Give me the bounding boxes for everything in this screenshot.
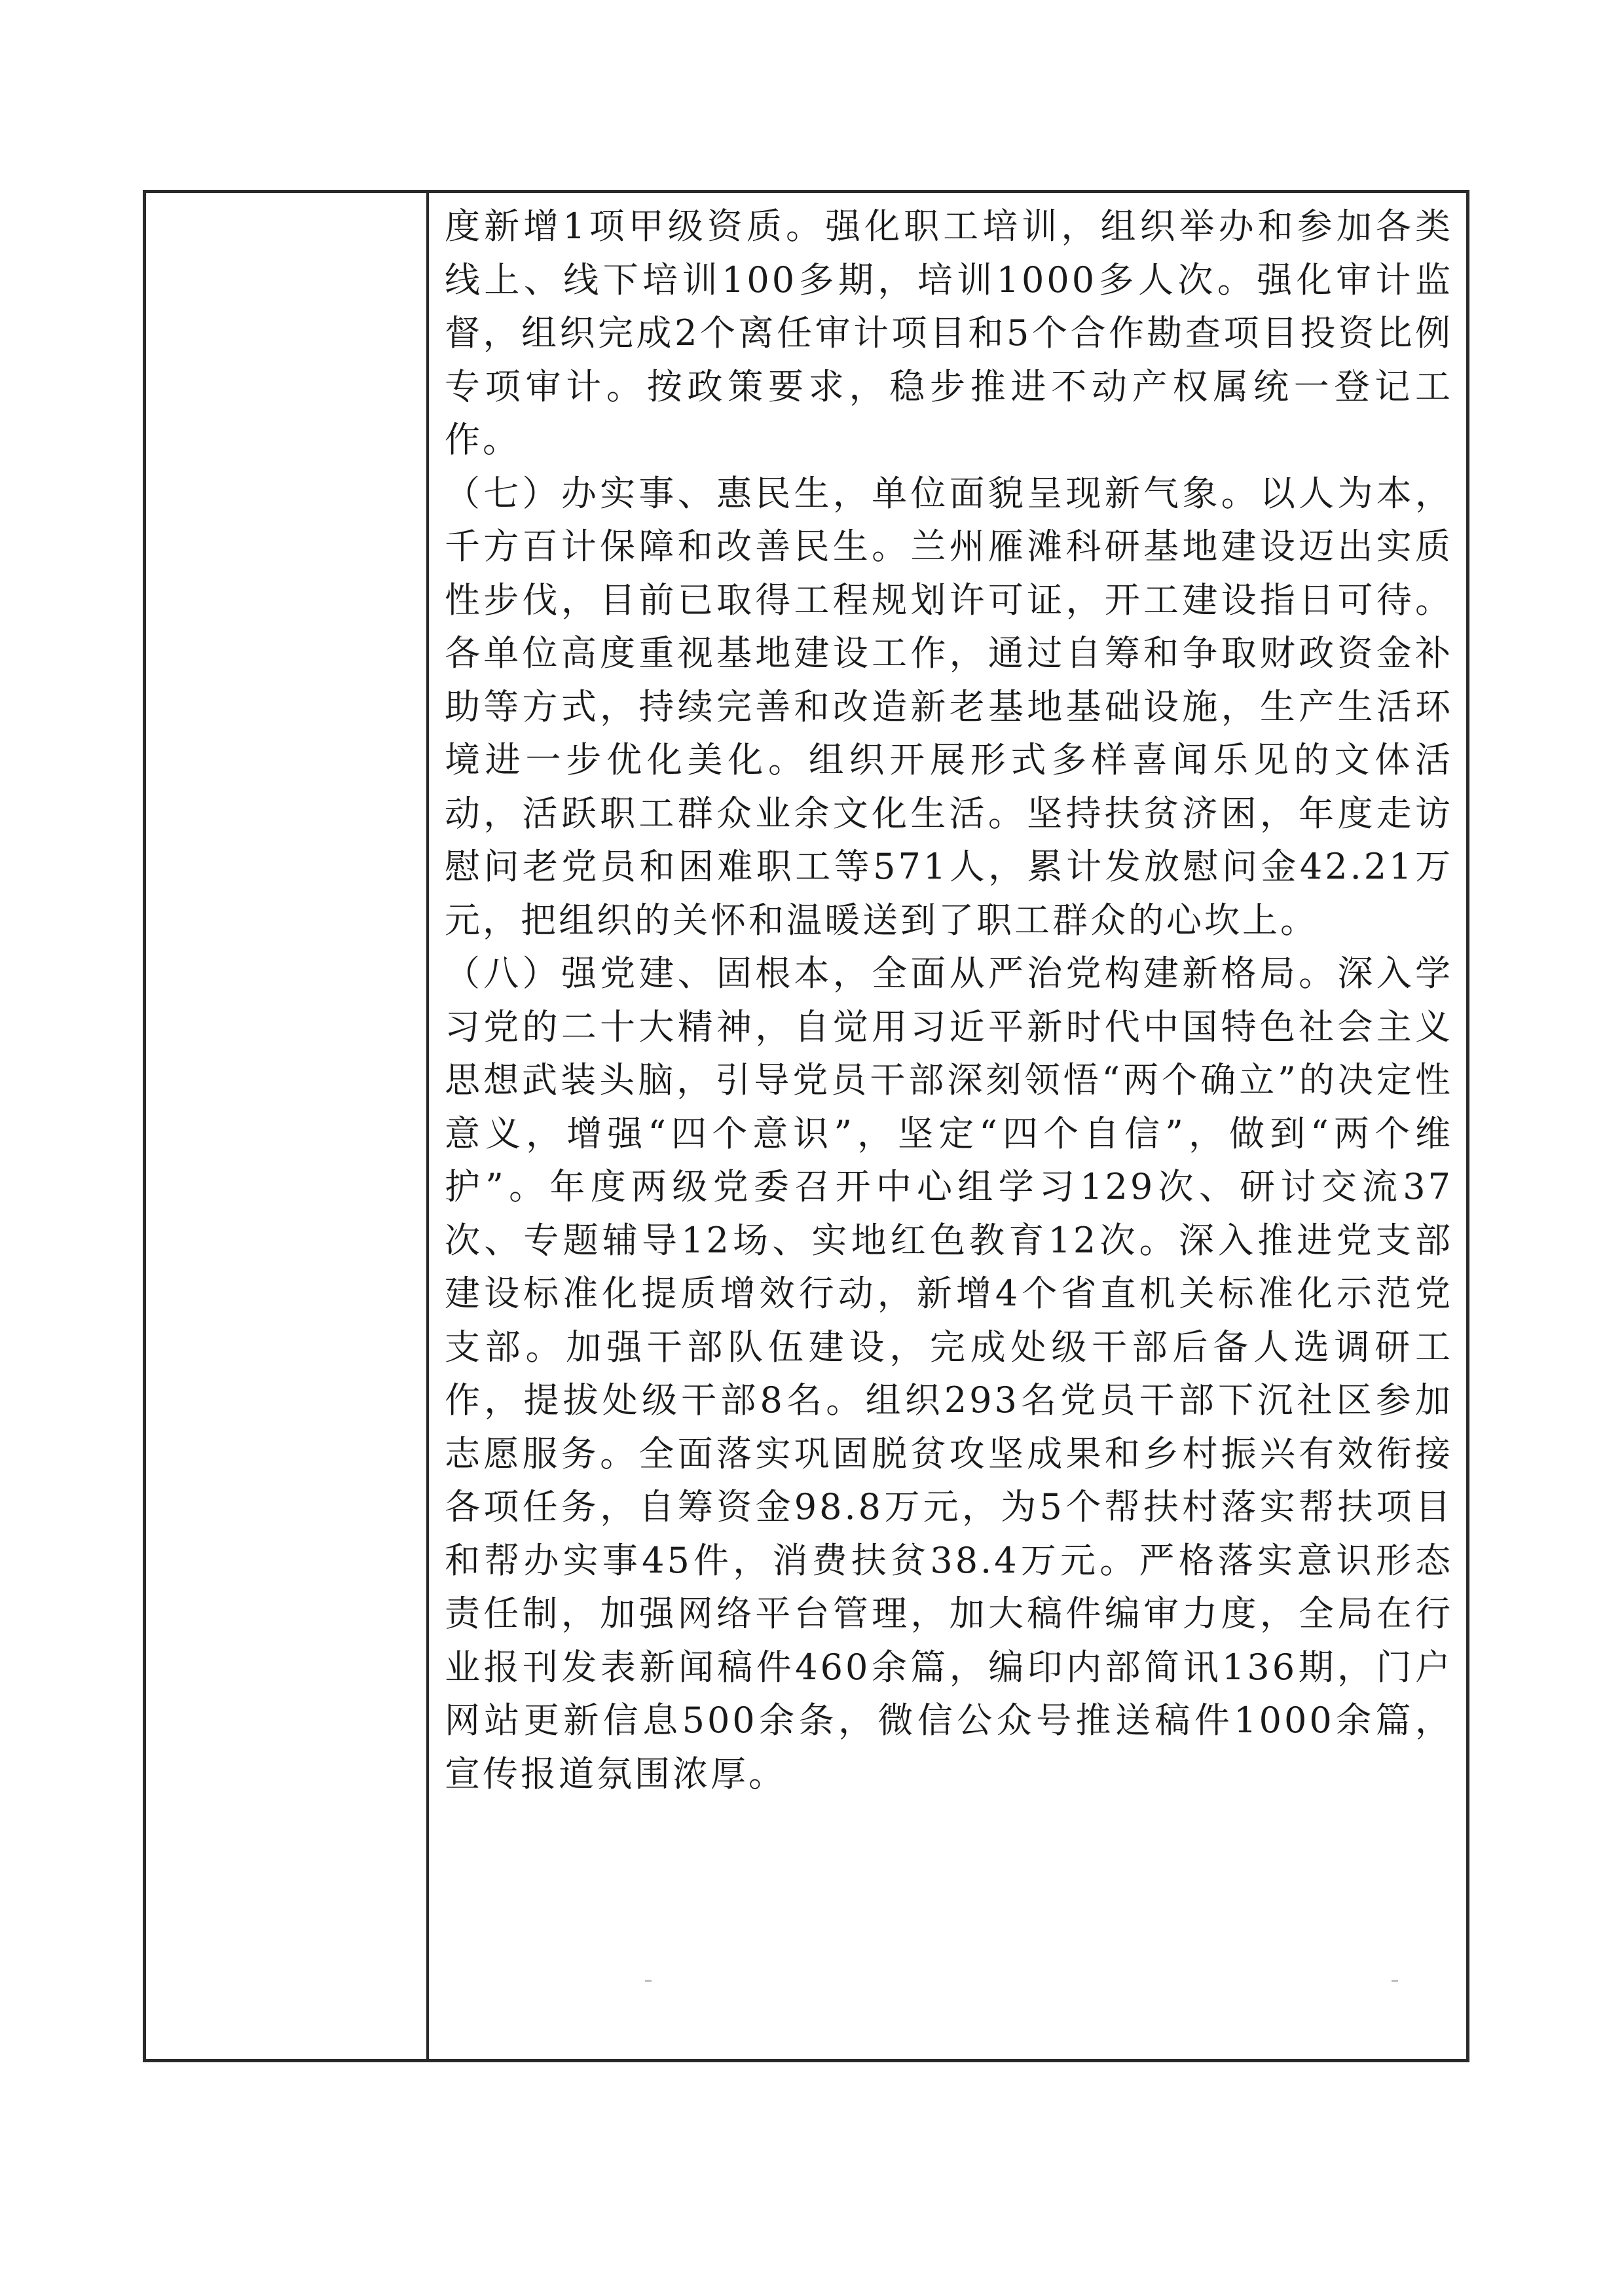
label-cell bbox=[146, 193, 426, 2059]
content-cell bbox=[445, 200, 1453, 1800]
paragraph-section-seven: （七）办实事、惠民生，单位面貌呈现新气象。以人为本，千方百计保障和改善民生。兰州雁滩科研基地建设迈出实质性步伐，目前已取得工程规划许可证，开工建设指日可待。各单位高度重视基地建设工作，通过自筹和争取财政资金补助等方式，持续完善和改造新老基地基础设施，生产生活环境进一步优化美化。组织开展形式多样喜闻乐见的文体活动，活跃职工群众业余文化生活。坚持扶贫济困，年度走访慰问老党员和困难职工等571人，累计发放慰问金42.21万元，把组织的关怀和温暖送到了职工群众的心坎上。 bbox=[445, 472, 1453, 941]
body-text bbox=[445, 200, 1453, 1800]
column-divider bbox=[426, 193, 429, 2059]
scan-mark bbox=[1392, 1980, 1398, 1982]
paragraph-continuation: 度新增1项甲级资质。强化职工培训，组织举办和参加各类线上、线下培训100多期，培训1000多人次。强化审计监督，组织完成2个离任审计项目和5个合作勘查项目投资比例专项审计。按政策要求，稳步推进不动产权属统一登记工作。 bbox=[445, 206, 1453, 460]
scan-mark bbox=[645, 1980, 652, 1982]
form-table bbox=[143, 190, 1469, 2062]
paragraph-section-eight: （八）强党建、固根本，全面从严治党构建新格局。深入学习党的二十大精神，自觉用习近平新时代中国特色社会主义思想武装头脑，引导党员干部深刻领悟“两个确立”的决定性意义，增强“四个意识”，坚定“四个自信”，做到“两个维护”。年度两级党委召开中心组学习129次、研讨交流37次、专题辅导12场、实地红色教育12次。深入推进党支部建设标准化提质增效行动，新增4个省直机关标准化示范党支部。加强干部队伍建设，完成处级干部后备人选调研工作，提拔处级干部8名。组织293名党员干部下沉社区参加志愿服务。全面落实巩固脱贫攻坚成果和乡村振兴有效衔接各项任务，自筹资金98.8万元，为5个帮扶村落实帮扶项目和帮办实事45件，消费扶贫38.4万元。严格落实意识形态责任制，加强网络平台管理，加大稿件编审力度，全局在行业报刊发表新闻稿件460余篇，编印内部简讯136期，门户网站更新信息500余条，微信公众号推送稿件1000余篇，宣传报道氛围浓厚。 bbox=[445, 953, 1453, 1795]
